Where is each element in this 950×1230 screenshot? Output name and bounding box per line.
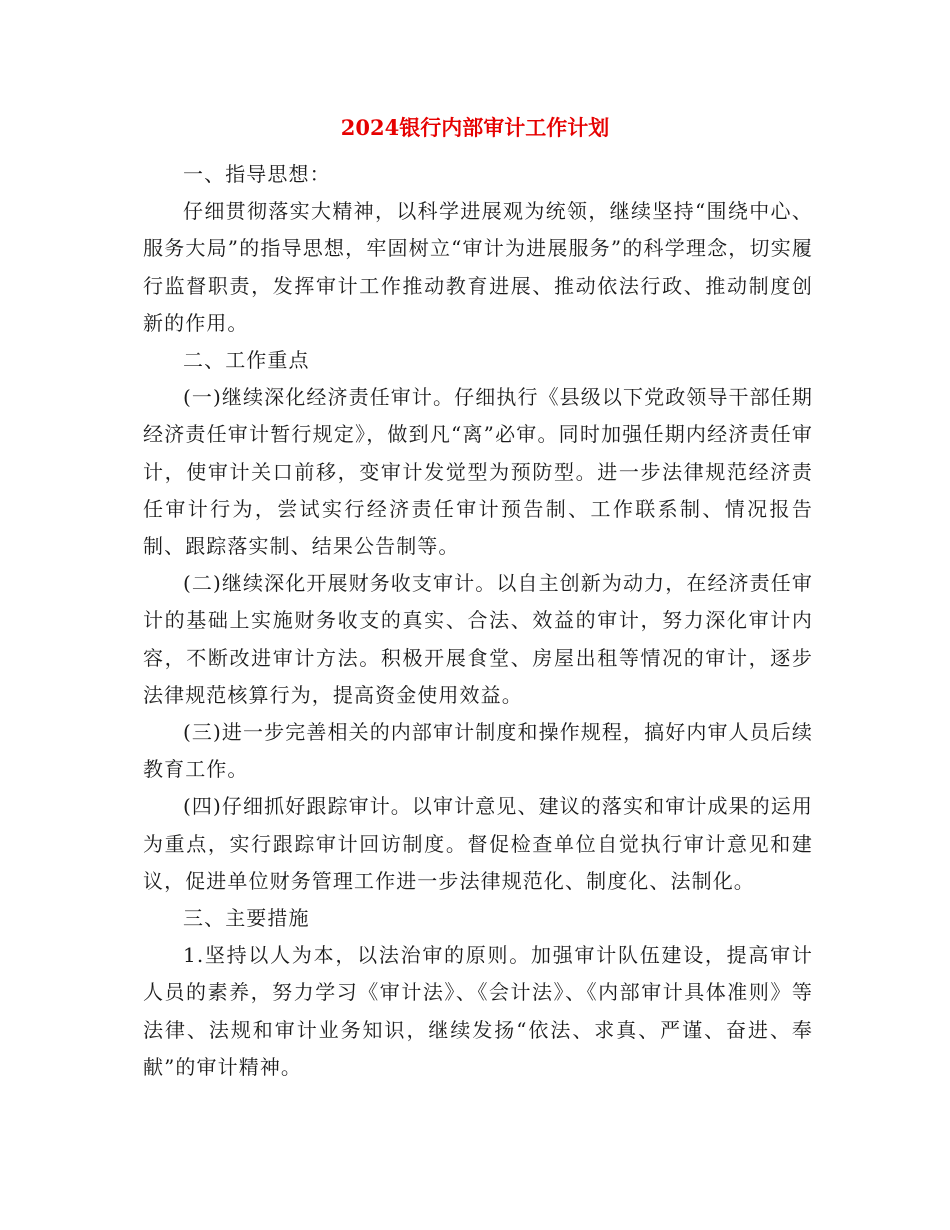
paragraph-focus-1: (一)继续深化经济责任审计。仔细执行《县级以下党政领导干部任期经济责任审计暂行规定》，做到凡“离”必审。同时加强任期内经济责任审计，使审计关口前移，变审计发觉型为预防型。进一步法律规范经济责任审计行为，尝试实行经济责任审计预告制、工作联系制、情况报告制、跟踪落实制、结果公告制等。: [143, 385, 813, 559]
paragraph-focus-3: (三)进一步完善相关的内部审计制度和操作规程，搞好内审人员后续教育工作。: [143, 720, 813, 782]
document-body: [143, 156, 813, 1086]
paragraph-guiding-ideology: 仔细贯彻落实大精神，以科学进展观为统领，继续坚持“围绕中心、服务大局”的指导思想，牢固树立“审计为进展服务”的科学理念，切实履行监督职责，发挥审计工作推动教育进展、推动依法行政、推动制度创新的作用。: [143, 199, 813, 335]
section-heading-work-focus: 二、工作重点: [183, 348, 310, 373]
paragraph-focus-4: (四)仔细抓好跟踪审计。以审计意见、建议的落实和审计成果的运用为重点，实行跟踪审计回访制度。督促检查单位自觉执行审计意见和建议，促进单位财务管理工作进一步法律规范化、制度化、法制化。: [143, 794, 813, 893]
paragraph-measure-1: 1.坚持以人为本，以法治审的原则。加强审计队伍建设，提高审计人员的素养，努力学习《审计法》、《会计法》、《内部审计具体准则》等法律、法规和审计业务知识，继续发扬“依法、求真、严谨、奋进、奉献”的审计精神。: [143, 943, 813, 1079]
document-title: 2024银行内部审计工作计划: [340, 115, 610, 140]
paragraph-focus-2: (二)继续深化开展财务收支审计。以自主创新为动力，在经济责任审计的基础上实施财务收支的真实、合法、效益的审计，努力深化审计内容，不断改进审计方法。积极开展食堂、房屋出租等情况的审计，逐步法律规范核算行为，提高资金使用效益。: [143, 571, 813, 707]
section-heading-main-measures: 三、主要措施: [183, 906, 310, 931]
section-heading-guiding-ideology: 一、指导思想：: [183, 162, 331, 186]
